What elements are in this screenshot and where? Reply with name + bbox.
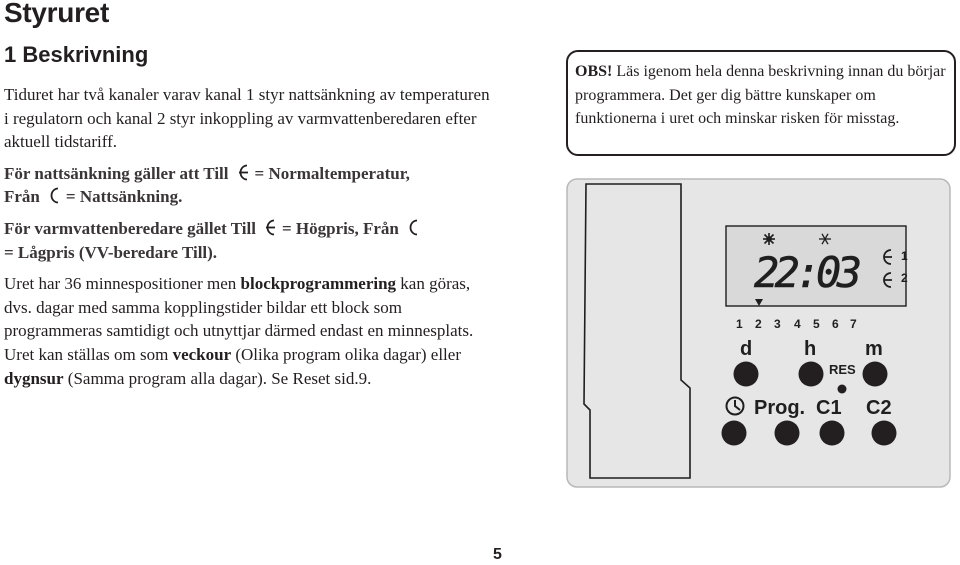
hour-button-label: h	[804, 338, 817, 360]
night-setback-text-c: Från	[4, 187, 40, 207]
day-5-label: 5	[813, 317, 820, 331]
obs-text: Läs igenom hela denna beskrivning innan du börjar programmera. Det ger dig bättre kunskaper om funktionerna i uret och minskar risken för misstag.	[575, 63, 946, 127]
day-button[interactable]	[734, 362, 759, 387]
page-number: 5	[493, 546, 502, 563]
description-body	[4, 83, 494, 390]
day-4-label: 4	[794, 317, 801, 331]
section-heading: 1 Beskrivning	[4, 42, 149, 67]
memory-text-e: (Olika program olika dagar) eller	[231, 344, 461, 364]
memory-text-c: kan göras, dvs. dagar med samma kopplingstider bildar ett block som programmeras samtidigt och utnyttjar därmed endast en minnesplats. Uret kan ställas om som	[4, 274, 474, 364]
clock-button[interactable]	[722, 421, 747, 446]
day-3-label: 3	[774, 317, 781, 331]
sun-icon	[763, 233, 775, 245]
night-setback-text-a: För nattsänkning gäller att Till	[4, 163, 229, 183]
channel-1-label: 1	[901, 249, 908, 263]
c1-button[interactable]	[820, 421, 845, 446]
timer-device-illustration	[566, 178, 951, 488]
memory-text-g: (Samma program alla dagar). Se Reset sid.9.	[63, 368, 372, 388]
switch-on-icon	[235, 164, 249, 181]
memory-term-weekly: veckour	[172, 344, 232, 364]
day-1-label: 1	[736, 317, 743, 331]
night-setback-text-b: = Normaltemperatur,	[254, 163, 410, 183]
c2-button[interactable]	[872, 421, 897, 446]
memory-paragraph	[4, 272, 494, 390]
minute-button-label: m	[865, 338, 883, 360]
reset-label: RES	[829, 362, 856, 377]
day-6-label: 6	[832, 317, 839, 331]
reset-button[interactable]	[838, 385, 847, 394]
obs-label: OBS!	[575, 63, 613, 80]
water-heater-paragraph	[4, 217, 494, 264]
night-setback-paragraph	[4, 162, 494, 209]
water-heater-text-c: = Lågpris (VV-beredare Till).	[4, 242, 218, 262]
c2-button-label: C2	[866, 397, 892, 419]
battery-cover	[584, 184, 690, 478]
obs-note-box	[566, 50, 956, 156]
day-button-label: d	[740, 338, 753, 360]
night-setback-text-d: = Nattsänkning.	[65, 187, 183, 207]
switch-off-icon	[405, 219, 419, 236]
minute-button[interactable]	[863, 362, 888, 387]
day-2-label: 2	[755, 317, 762, 331]
channel-2-label: 2	[901, 271, 908, 285]
memory-term-block: blockprogrammering	[240, 274, 397, 294]
c1-button-label: C1	[816, 397, 842, 419]
intro-paragraph: Tiduret har två kanaler varav kanal 1 styr nattsänkning av temperaturen i regulatorn och kanal 2 styr inkoppling av varmvattenberedaren efter aktuell tidstariff.	[4, 85, 490, 152]
memory-text-a: Uret har 36 minnespositioner men	[4, 274, 241, 294]
prog-button[interactable]	[775, 421, 800, 446]
switch-on-icon	[262, 219, 276, 236]
page-title: Styruret	[4, 0, 109, 28]
lcd-time: 22:03	[754, 248, 862, 297]
switch-off-icon	[46, 187, 60, 204]
hour-button[interactable]	[799, 362, 824, 387]
day-7-label: 7	[850, 317, 857, 331]
memory-term-daily: dygnsur	[4, 368, 64, 388]
prog-button-label: Prog.	[754, 397, 806, 419]
water-heater-text-b: = Högpris, Från	[281, 218, 399, 238]
water-heater-text-a: För varmvattenberedare gället Till	[4, 218, 256, 238]
